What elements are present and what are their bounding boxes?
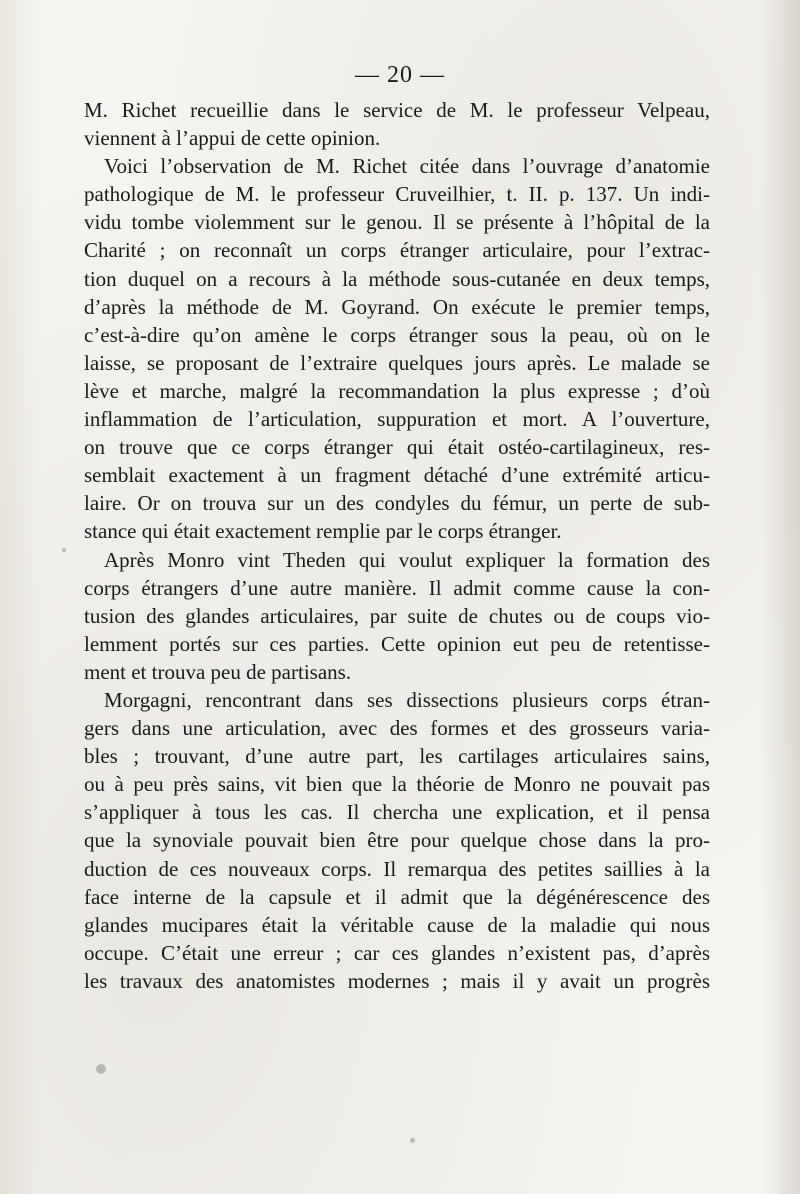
ink-speck <box>62 548 66 552</box>
text-line: M. Richet recueillie dans le service de M. le professeur Velpeau, <box>84 98 710 122</box>
text-line: Morgagni, rencontrant dans ses dissections plusieurs corps étran- <box>104 687 710 712</box>
text-line: semblait exactement à un fragment détaché d’une extrémité articu- <box>84 463 710 488</box>
text-line: viennent à l’appui de cette opinion. <box>84 126 381 151</box>
text-line: duction de ces nouveaux corps. Il remarqua des petites saillies à la <box>84 856 710 881</box>
text-line: Voici l’observation de M. Richet citée dans l’ouvrage d’anatomie <box>104 154 710 179</box>
text-line: que la synoviale pouvait bien être pour quelque chose dans la pro- <box>84 828 710 853</box>
text-line: tion duquel on a recours à la méthode sous-cutanée en deux temps, <box>84 266 710 291</box>
text-line: Après Monro vint Theden qui voulut expliquer la formation des <box>104 547 710 572</box>
text-line: les travaux des anatomistes modernes ; mais il y avait un progrès <box>84 968 710 993</box>
text-line: occupe. C’était une erreur ; car ces glandes n’existent pas, d’après <box>84 940 710 965</box>
text-line: bles ; trouvant, d’une autre part, les cartilages articulaires sains, <box>84 744 710 769</box>
text-line: vidu tombe violemment sur le genou. Il se présente à l’hôpital de la <box>84 210 710 235</box>
text-line: laisse, se proposant de l’extraire quelques jours après. Le malade se <box>84 350 710 375</box>
text-line: glandes mucipares était la véritable cause de la maladie qui nous <box>84 912 710 937</box>
text-line: d’après la méthode de M. Goyrand. On exécute le premier temps, <box>84 294 710 319</box>
text-line: laire. Or on trouva sur un des condyles du fémur, un perte de sub- <box>84 491 710 516</box>
text-line: Charité ; on reconnaît un corps étranger articulaire, pour l’extrac- <box>84 238 710 263</box>
text-line: tusion des glandes articulaires, par suite de chutes ou de coups vio- <box>84 603 710 628</box>
ink-speck <box>410 1138 415 1143</box>
body-text <box>84 96 710 995</box>
text-line: lève et marche, malgré la recommandation la plus expresse ; d’où <box>84 378 710 403</box>
text-line: on trouve que ce corps étranger qui était ostéo-cartilagineux, res- <box>84 435 710 460</box>
text-line: face interne de la capsule et il admit que la dégénérescence des <box>84 884 710 909</box>
ink-speck <box>96 1064 106 1074</box>
text-line: ment et trouva peu de partisans. <box>84 659 352 684</box>
text-line: stance qui était exactement remplie par le corps étranger. <box>84 519 562 544</box>
text-line: s’appliquer à tous les cas. Il chercha une explication, et il pensa <box>84 800 710 825</box>
page-number: — 20 — <box>355 62 445 88</box>
text-line: corps étrangers d’une autre manière. Il admit comme cause la con- <box>84 575 710 600</box>
text-line: inflammation de l’articulation, suppuration et mort. A l’ouverture, <box>84 407 710 432</box>
text-line: gers dans une articulation, avec des formes et des grosseurs varia- <box>84 716 710 741</box>
text-line: ou à peu près sains, vit bien que la théorie de Monro ne pouvait pas <box>84 772 710 797</box>
text-line: pathologique de M. le professeur Cruveilhier, t. II. p. 137. Un indi- <box>84 182 710 207</box>
text-line: c’est-à-dire qu’on amène le corps étranger sous la peau, où on le <box>84 322 710 347</box>
text-line: lemment portés sur ces parties. Cette opinion eut peu de retentisse- <box>84 631 710 656</box>
